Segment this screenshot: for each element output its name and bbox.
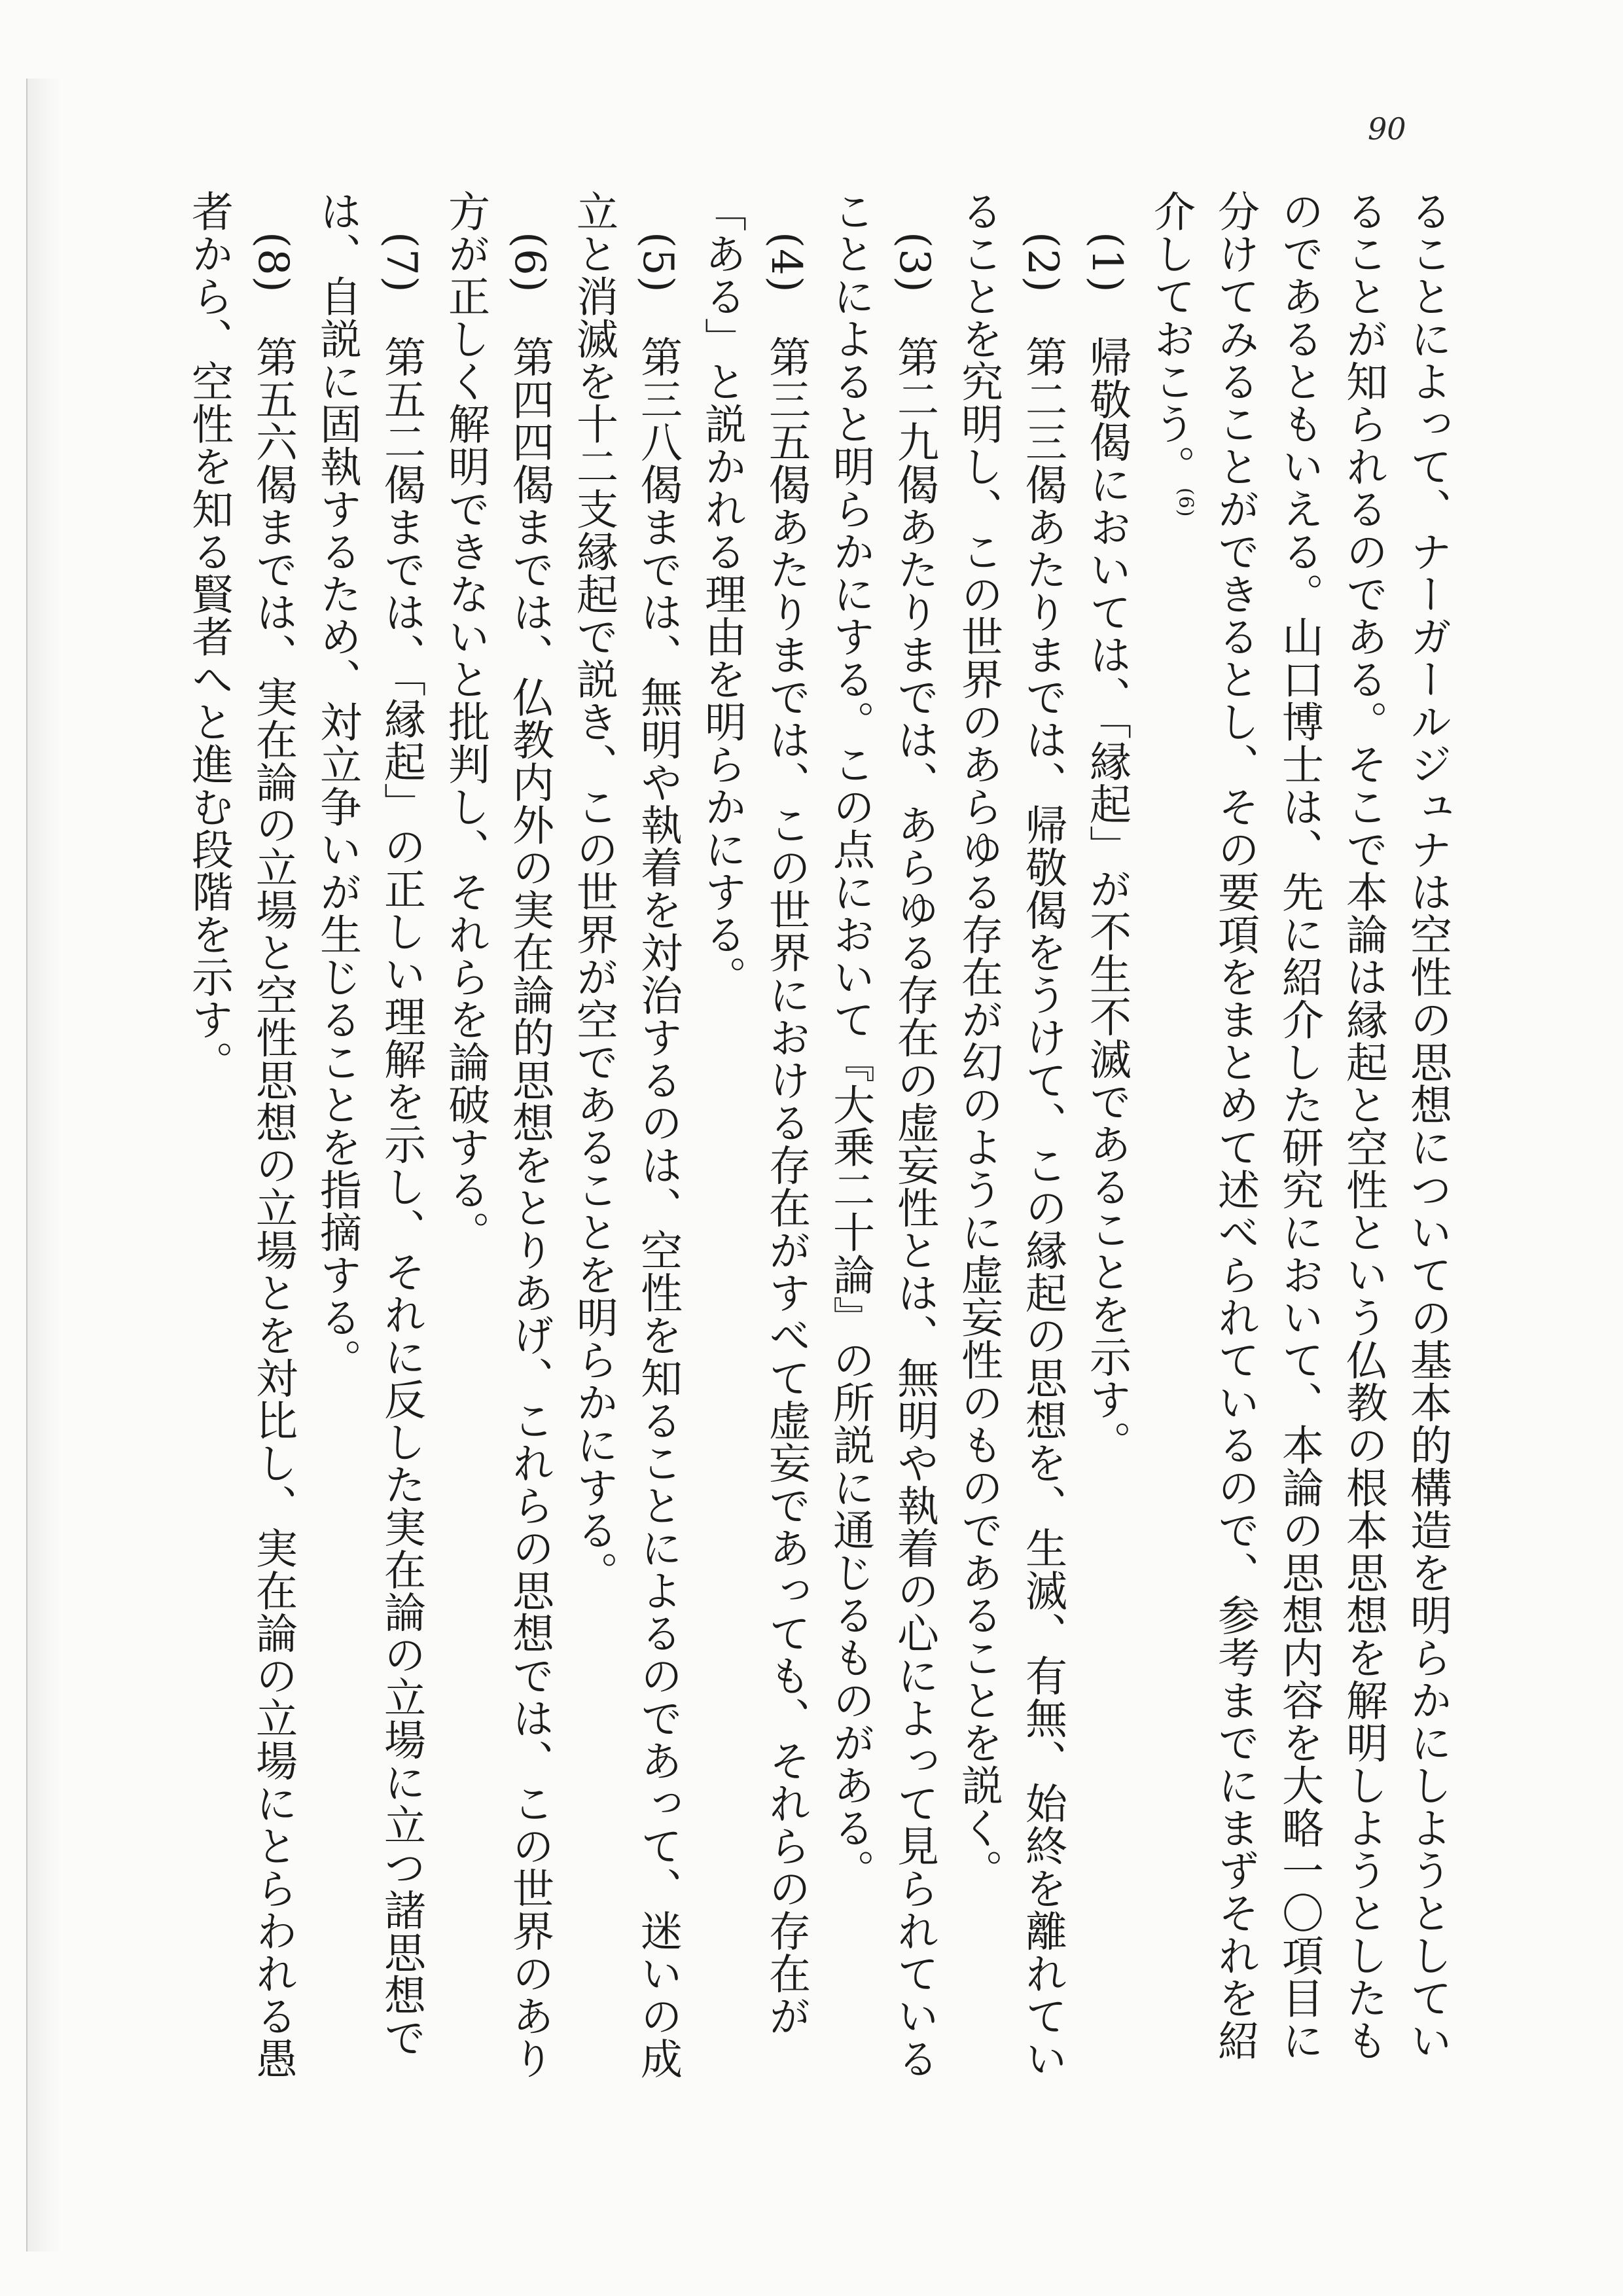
page-number: 90 (1368, 111, 1406, 147)
list-item (305, 190, 433, 2088)
item-text: 第四四偈までは、仏教内外の実在論的思想をとりあげ、これらの思想では、この世界のあり方が正しく解明できないと批判し、それらを論破する。 (441, 190, 554, 2080)
list-item (818, 190, 946, 2088)
item-number: (1) (1082, 232, 1131, 293)
list-item (946, 190, 1075, 2088)
list-item (562, 190, 690, 2088)
note-marker: (6) (1174, 488, 1197, 518)
item-text: 第三八偈までは、無明や執着を対治するのは、空性を知ることによるのであって、迷いの成立と消滅を十二支縁起で説き、この世界が空であることを明らかにする。 (569, 190, 682, 2080)
list-item (433, 190, 562, 2088)
intro-text: ることによって、ナーガールジュナは空性の思想についての基本的構造を明らかにしようとしていることが知られるのである。そこで本論は縁起と空性という仏教の根本思想を解明しようとしたものであるともいえる。山口博士は、先に紹介した研究において、本論の思想内容を大略一〇項目に分けてみることができるとし、その要項をまとめて述べられているので、参考までにまずそれを紹介しておこう。 (1147, 190, 1452, 2062)
item-number: (8) (249, 232, 297, 293)
list-item (1075, 190, 1139, 2088)
item-number: (3) (890, 232, 938, 293)
item-number: (6) (505, 232, 554, 293)
item-text: 第五六偈までは、実在論の立場と空性思想の立場とを対比し、実在論の立場にとらわれる愚者から、空性を知る賢者へと進む段階を示す。 (185, 190, 297, 2080)
list-item (690, 190, 818, 2088)
item-number: (5) (633, 232, 682, 293)
list-item (177, 190, 305, 2088)
item-text: 第二三偈あたりまでは、帰敬偈をうけて、この縁起の思想を、生滅、有無、始終を離れていることを究明し、この世界のあらゆる存在が幻のように虚妄性のものであることを説く。 (954, 190, 1067, 2080)
item-text: 第三五偈あたりまでは、この世界における存在がすべて虚妄であっても、それらの存在が「ある」と説かれる理由を明らかにする。 (698, 190, 810, 2037)
item-number: (7) (377, 232, 425, 293)
item-number: (2) (1018, 232, 1067, 293)
item-text: 第五二偈までは、「縁起」の正しい理解を示し、それに反した実在論の立場に立つ諸思想では、自説に固執するため、対立争いが生じることを指摘する。 (313, 190, 425, 2059)
body-text (185, 190, 1459, 2088)
item-number: (4) (762, 232, 810, 293)
item-text: 第二九偈あたりまでは、あらゆる存在の虚妄性とは、無明や執着の心によって見られていることによると明らかにする。この点において『大乗二十論』の所説に通じるものがある。 (826, 190, 938, 2080)
intro-paragraph (1139, 190, 1459, 2088)
item-text: 帰敬偈においては、「縁起」が不生不滅であることを示す。 (1082, 335, 1131, 1463)
binding-edge (26, 79, 60, 2251)
